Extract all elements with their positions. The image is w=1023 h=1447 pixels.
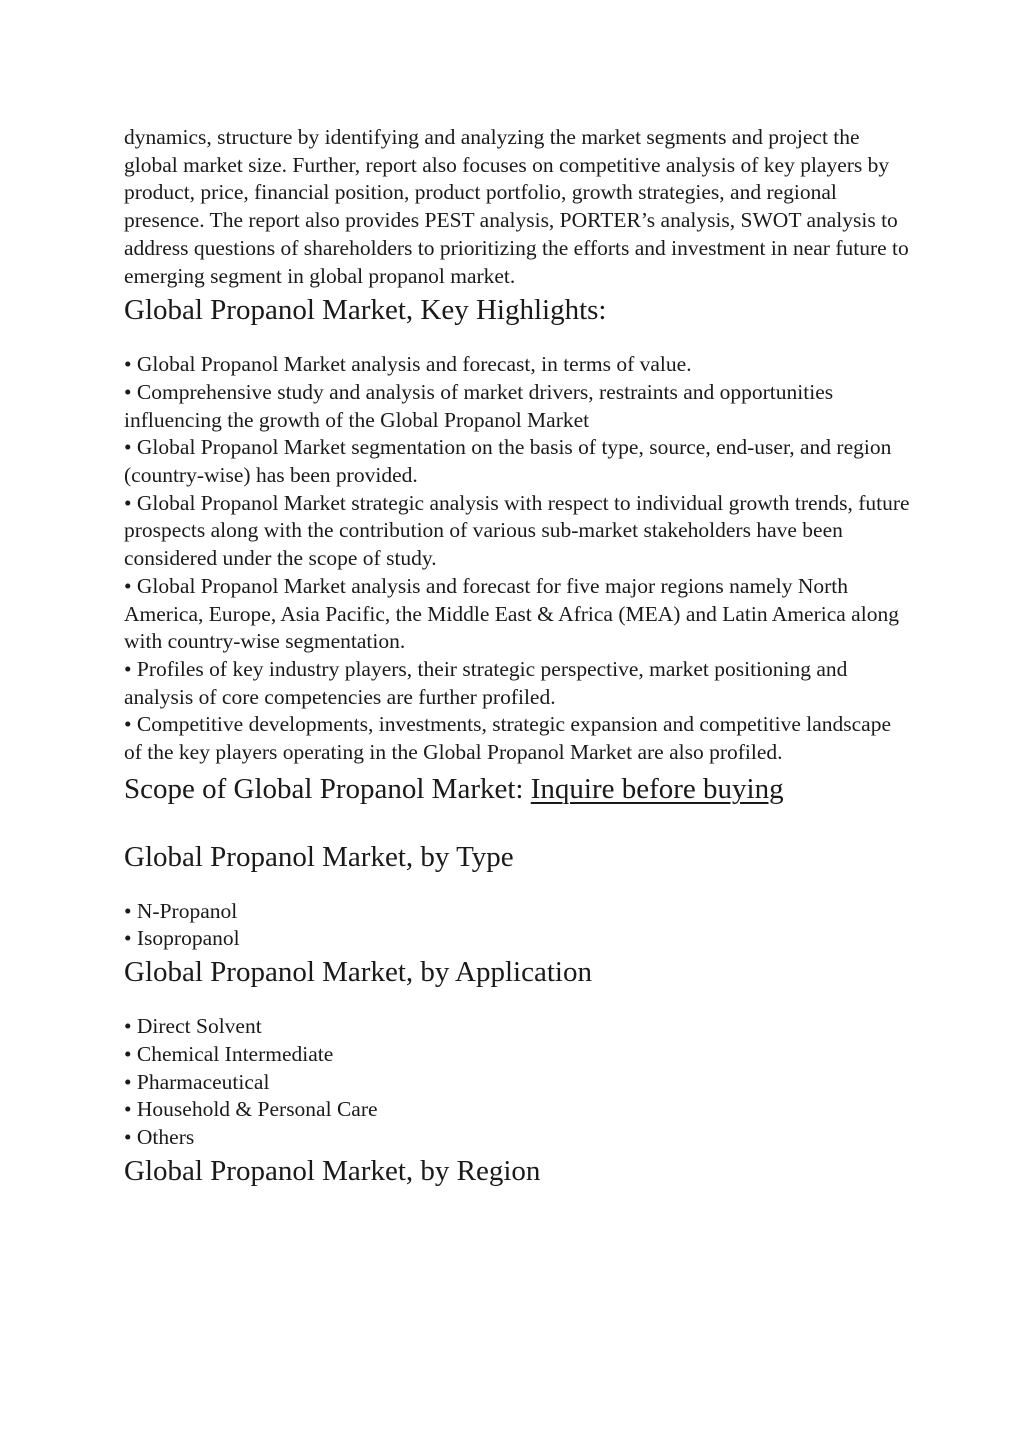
list-item: • Global Propanol Market analysis and forecast for five major regions namely North America, Europe, Asia Pacific, the Middle East & Africa (MEA) and Latin America along with country-wise segmentation. bbox=[124, 573, 899, 654]
list-item: • Global Propanol Market analysis and forecast, in terms of value. bbox=[124, 352, 692, 377]
by-type-heading: Global Propanol Market, by Type bbox=[124, 840, 514, 873]
list-item: • Global Propanol Market strategic analysis with respect to individual growth trends, future prospects along with the contribution of various sub-market stakeholders have been considered under the scope of study. bbox=[124, 490, 910, 571]
list-item: • N-Propanol bbox=[124, 898, 238, 923]
list-item: • Household & Personal Care bbox=[124, 1097, 378, 1122]
document-page bbox=[124, 124, 914, 1189]
list-item: • Direct Solvent bbox=[124, 1014, 262, 1039]
list-item: • Chemical Intermediate bbox=[124, 1041, 334, 1066]
list-item: • Pharmaceutical bbox=[124, 1069, 270, 1094]
inquire-before-buying-link[interactable]: Inquire before buying bbox=[530, 772, 784, 805]
scope-heading bbox=[124, 771, 914, 807]
key-highlights-heading: Global Propanol Market, Key Highlights: bbox=[124, 294, 607, 327]
list-item: • Isopropanol bbox=[124, 926, 240, 951]
list-item: • Comprehensive study and analysis of market drivers, restraints and opportunities influencing the growth of the Global Propanol Market bbox=[124, 379, 834, 432]
list-item: • Competitive developments, investments, strategic expansion and competitive landscape of the key players operating in the Global Propanol Market are also profiled. bbox=[124, 712, 891, 765]
list-item: • Profiles of key industry players, their strategic perspective, market positioning and analysis of core competencies are further profiled. bbox=[124, 656, 848, 709]
by-region-heading: Global Propanol Market, by Region bbox=[124, 1154, 541, 1187]
key-highlights-list bbox=[124, 351, 914, 767]
intro-paragraph: dynamics, structure by identifying and analyzing the market segments and project the global market size. Further, report also focuses on competitive analysis of key players by product, price, financial position, product portfolio, growth strategies, and regional presence. The report also provides PEST analysis, PORTER’s analysis, SWOT analysis to address questions of shareholders to prioritizing the efforts and investment in near future to emerging segment in global propanol market. bbox=[124, 125, 909, 288]
by-application-heading: Global Propanol Market, by Application bbox=[124, 956, 592, 989]
by-type-list bbox=[124, 898, 914, 953]
scope-heading-text: Scope of Global Propanol Market: bbox=[124, 772, 531, 805]
list-item: • Others bbox=[124, 1124, 195, 1149]
by-application-list bbox=[124, 1013, 914, 1152]
list-item: • Global Propanol Market segmentation on the basis of type, source, end-user, and region (country-wise) has been provided. bbox=[124, 435, 892, 488]
